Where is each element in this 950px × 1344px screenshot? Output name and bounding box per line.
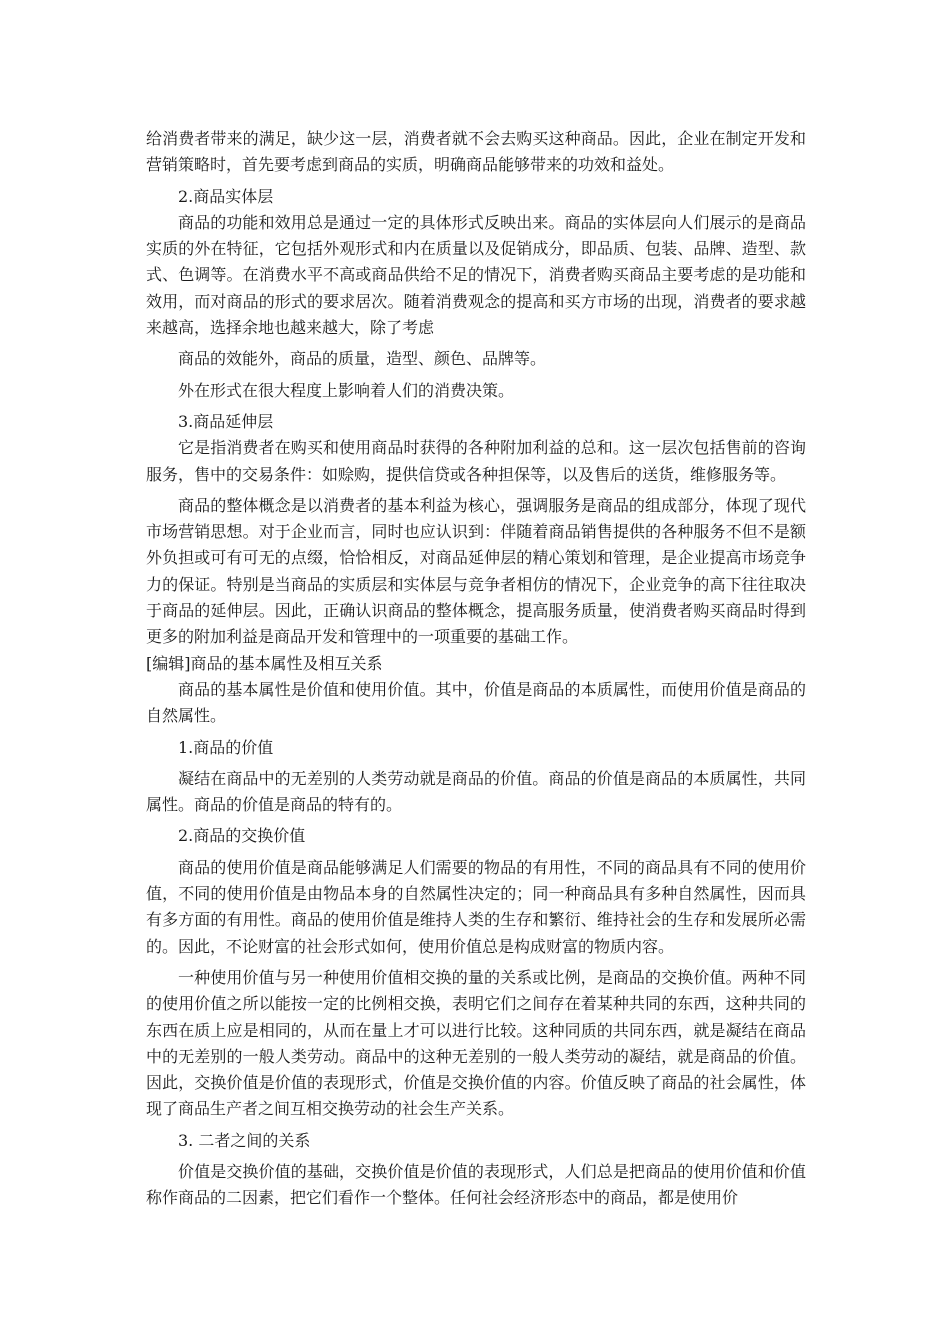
paragraph-extension-layer: 它是指消费者在购买和使用商品时获得的各种附加利益的总和。这一层次包括售前的咨询服务，售中的交易条件：如赊购，提供信贷或各种担保等，以及售后的送货，维修服务等。: [146, 438, 806, 484]
paragraph-entity-layer: 商品的功能和效用总是通过一定的具体形式反映出来。商品的实体层向人们展示的是商品实质的外在特征，它包括外观形式和内在质量以及促销成分，即品质、包装、品牌、造型、款式、色调等。在消费水平不高或商品供给不足的情况下，消费者购买商品主要考虑的是功能和效用，而对商品的形式的要求居次。随着消费观念的提高和买方市场的出现，消费者的要求越来越高，选择余地也越来越大，除了考虑: [146, 212, 806, 338]
heading-exchange-value: 2.商品的交换价值: [178, 826, 306, 846]
heading-value: 1.商品的价值: [178, 737, 274, 757]
document-body: [146, 126, 806, 1212]
heading-entity-layer: 2.商品实体层: [178, 186, 274, 206]
paragraph-use-value: 商品的使用价值是商品能够满足人们需要的物品的有用性，不同的商品具有不同的使用价值，不同的使用价值是由物品本身的自然属性决定的；同一种商品具有多种自然属性，因而具有多方面的有用性。商品的使用价值是维持人类的生存和繁衍、维持社会的生存和发展所必需的。因此，不论财富的社会形式如何，使用价值总是构成财富的物质内容。: [146, 857, 806, 956]
paragraph-exchange-value: 一种使用价值与另一种使用价值相交换的量的关系或比例，是商品的交换价值。两种不同的使用价值之所以能按一定的比例相交换，表明它们之间存在着某种共同的东西，这种共同的东西在质上应是相同的，从而在量上才可以进行比较。这种同质的共同东西，就是凝结在商品中的无差别的一般人类劳动。商品中的这种无差别的一般人类劳动的凝结，就是商品的价值。因此，交换价值是价值的表现形式，价值是交换价值的内容。价值反映了商品的社会属性，体现了商品生产者之间互相交换劳动的社会生产关系。: [146, 967, 806, 1119]
section-heading-attributes: [编辑]商品的基本属性及相互关系: [146, 653, 383, 673]
paragraph-satisfaction: 给消费者带来的满足，缺少这一层，消费者就不会去购买这种商品。因此，企业在制定开发和营销策略时，首先要考虑到商品的实质，明确商品能够带来的功效和益处。: [146, 129, 806, 175]
heading-relationship: 3. 二者之间的关系: [178, 1130, 311, 1150]
paragraph-relationship: 价值是交换价值的基础，交换价值是价值的表现形式，人们总是把商品的使用价值和价值称作商品的二因素，把它们看作一个整体。任何社会经济形态中的商品，都是使用价: [146, 1161, 806, 1208]
paragraph-value: 凝结在商品中的无差别的人类劳动就是商品的价值。商品的价值是商品的本质属性，共同属性。商品的价值是商品的特有的。: [146, 768, 806, 815]
paragraph-overall-concept: 商品的整体概念是以消费者的基本利益为核心，强调服务是商品的组成部分，体现了现代市场营销思想。对于企业而言，同时也应认识到：伴随着商品销售提供的各种服务不但不是额外负担或可有可无的点缀，恰恰相反，对商品延伸层的精心策划和管理，是企业提高市场竞争力的保证。特别是当商品的实质层和实体层与竞争者相仿的情况下，企业竞争的高下往往取决于商品的延伸层。因此，正确认识商品的整体概念，提高服务质量，使消费者购买商品时得到更多的附加利益是商品开发和管理中的一项重要的基础工作。: [146, 495, 806, 647]
paragraph-efficacy: 商品的效能外，商品的质量，造型、颜色、品牌等。: [178, 349, 547, 369]
heading-extension-layer: 3.商品延伸层: [178, 411, 274, 431]
paragraph-basic-attributes: 商品的基本属性是价值和使用价值。其中，价值是商品的本质属性，而使用价值是商品的自然属性。: [146, 679, 806, 726]
paragraph-external-form: 外在形式在很大程度上影响着人们的消费决策。: [178, 380, 515, 400]
